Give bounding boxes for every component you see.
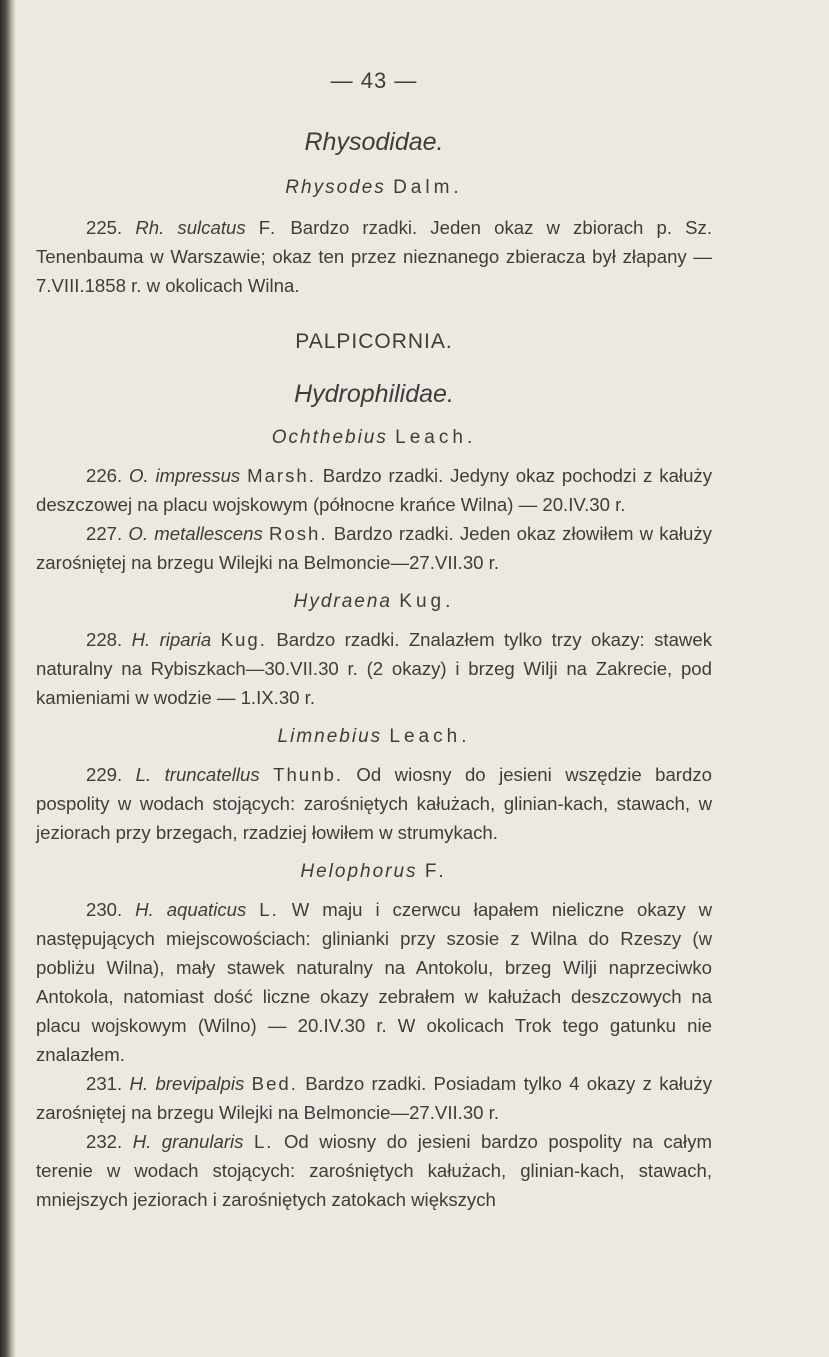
entry-number: 226. [86,465,123,486]
genus-heading-limnebius [36,726,712,748]
entry-text: W maju i czerwcu łapałem nieliczne okazy w następujących miejscowościach: glinianki przy szosie z Wilna do Rzeszy (w pobliżu Wilna), mały stawek naturalny na Antokolu, brzeg Wilji naprzeciwko Antokola, natomiast dość liczne okazy zebrałem w kałużach deszczowych na placu wojskowym (Wilno) — 20.IV.30 r. W okolicach Trok tego gatunku nie znalazłem. [36,899,712,1065]
species-entry-229 [36,760,712,847]
species-entry-228 [36,625,712,712]
species-entry-227 [36,519,712,577]
entry-number: 230. [86,899,123,920]
entry-text: Bardzo rzadki. Znalazłem tylko trzy okazy: stawek naturalny na Rybiszkach—30.VII.30 r. (2 okazy) i brzeg Wilji na Zakrecie, pod kamieniami w wodzie — 1.IX.30 r. [36,629,712,708]
species-name: H. brevipalpis [129,1073,245,1094]
genus-heading-ochthebius [36,427,712,449]
entry-text: Bardzo rzadki. Jeden okaz w zbiorach p. Sz. Tenenbauma w Warszawie; okaz ten przez nieznanego zbieracza był złapany — 7.VIII.1858 r. w okolicach Wilna. [36,217,712,296]
genus-author: Leach. [395,427,477,448]
genus-heading-helophorus [36,861,712,883]
species-name: Rh. sulcatus [135,217,246,238]
species-author: Kug. [220,629,267,650]
genus-author: Leach. [389,726,471,747]
entry-number: 228. [86,629,123,650]
genus-name: Limnebius [277,726,383,747]
species-name: H. riparia [131,629,212,650]
species-entry-232 [36,1127,712,1214]
species-entry-225 [36,213,712,300]
entry-text: Bardzo rzadki. Posiadam tylko 4 okazy z kałuży zarośniętej na brzegu Wilejki na Belmoncie—27.VII.30 r. [36,1073,712,1123]
species-author: F. [258,217,278,238]
genus-heading-rhysodes [36,177,712,199]
species-entry-230 [36,895,712,1069]
species-name: L. truncatellus [135,764,260,785]
entry-text: Bardzo rzadki. Jeden okaz złowiłem w kałuży zarośniętej na brzegu Wilejki na Belmoncie—27.VII.30 r. [36,523,712,573]
species-entry-226 [36,461,712,519]
genus-name: Rhysodes [285,177,386,198]
entry-number: 232. [86,1131,123,1152]
species-author: L. [259,899,279,920]
genus-author: Dalm. [393,177,463,198]
species-name: O. metallescens [128,523,263,544]
species-author: Thunb. [273,764,343,785]
family-heading-hydrophilidae: Hydrophilidae. [294,380,454,408]
entry-number: 229. [86,764,123,785]
genus-author: Kug. [399,591,455,612]
genus-name: Hydraena [293,591,392,612]
genus-author: F. [424,861,448,882]
species-name: H. granularis [132,1131,244,1152]
species-author: Marsh. [247,465,316,486]
species-author: Bed. [251,1073,298,1094]
book-spine-shadow [0,0,16,1357]
species-name: H. aquaticus [135,899,247,920]
document-page [36,68,712,1214]
genus-heading-hydraena [36,591,712,613]
entry-number: 225. [86,217,123,238]
entry-text: Od wiosny do jesieni bardzo pospolity na całym terenie w wodach stojących: zarośniętych kałużach, glinian-kach, stawach, mniejszych jeziorach i zarośniętych zatokach większych [36,1131,712,1210]
species-entry-231 [36,1069,712,1127]
entry-text: Od wiosny do jesieni wszędzie bardzo pospolity w wodach stojących: zarośniętych kałużach, glinian-kach, stawach, w jeziorach przy brzegach, rzadziej łowiłem w strumykach. [36,764,712,843]
entry-text: Bardzo rzadki. Jedyny okaz pochodzi z kałuży deszczowej na placu wojskowym (północne krańce Wilna) — 20.IV.30 r. [36,465,713,515]
page-number: — 43 — [330,68,418,93]
species-name: O. impressus [129,465,241,486]
entry-number: 231. [86,1073,123,1094]
genus-name: Helophorus [300,861,418,882]
species-author: L. [253,1131,274,1152]
genus-name: Ochthebius [271,427,388,448]
order-heading: PALPICORNIA. [295,330,453,353]
family-heading-rhysodidae: Rhysodidae. [304,128,444,156]
species-author: Rosh. [268,523,328,544]
entry-number: 227. [86,523,123,544]
